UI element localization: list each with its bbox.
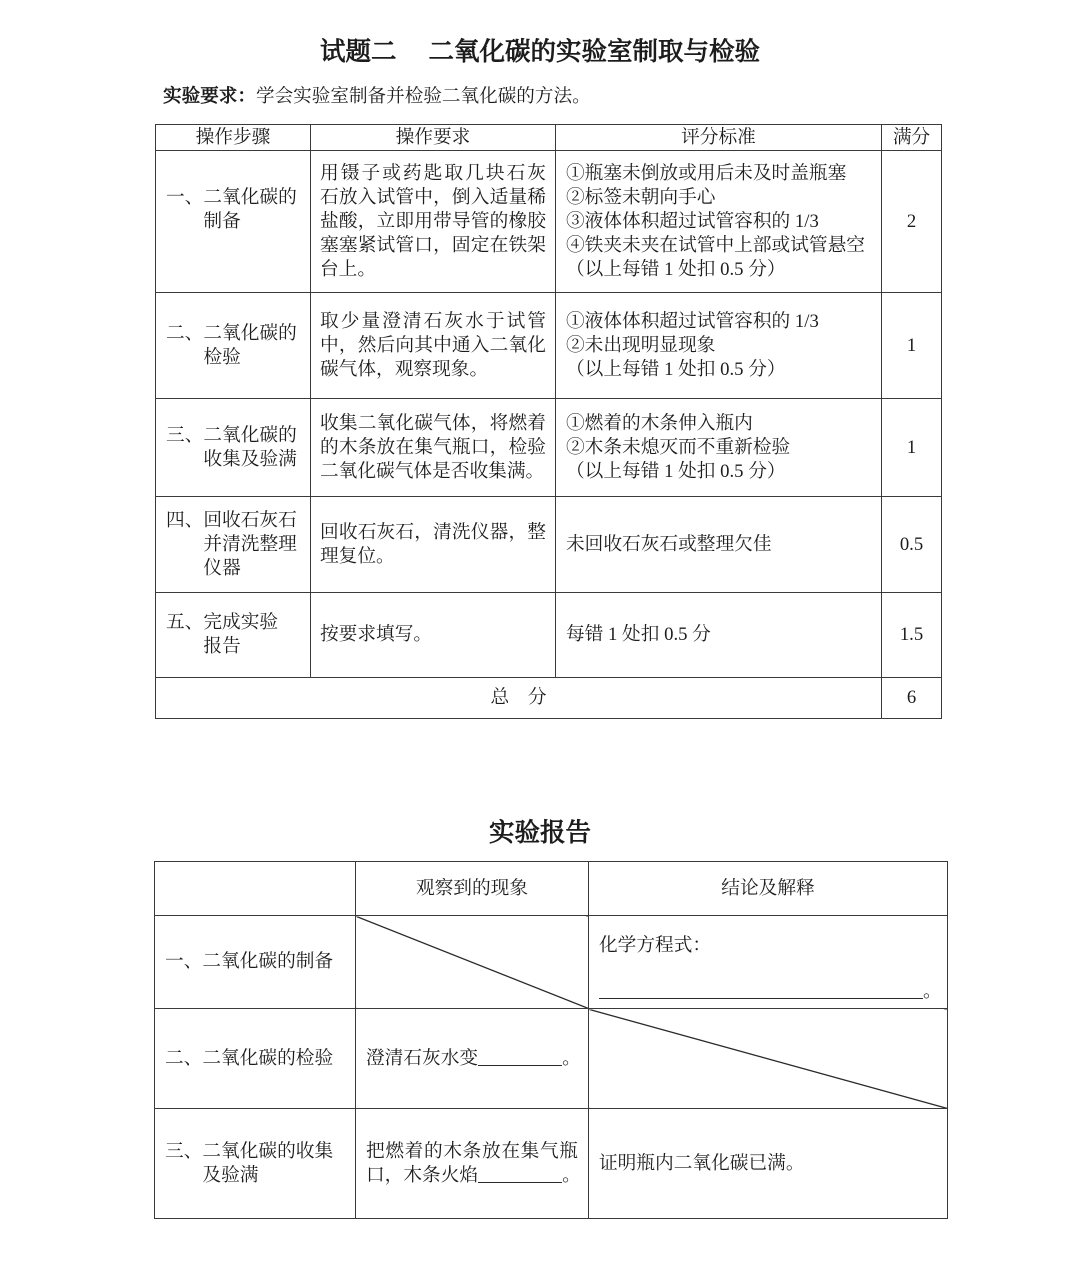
requirement-cell xyxy=(311,593,556,678)
step-line: 并清洗整理 xyxy=(203,533,297,555)
criteria-line: ②未出现明显现象 xyxy=(566,334,716,356)
exam-title xyxy=(0,34,1080,70)
scoring-header-row xyxy=(156,125,942,151)
exam-title-text: 二氧化碳的实验室制取与检验 xyxy=(428,37,761,66)
crossed-out-cell xyxy=(589,1009,948,1109)
step-line: 制备 xyxy=(203,210,241,232)
report-phenomenon-cell xyxy=(356,1009,589,1109)
report-step-cell xyxy=(155,1009,356,1109)
exam-title-number: 试题二 xyxy=(319,37,397,66)
report-step-line: 三、二氧化碳的收集 xyxy=(165,1140,334,1162)
answer-blank xyxy=(478,1049,562,1066)
requirement-line: 回收石灰石，清洗仪器，整 xyxy=(320,521,546,543)
header-conclusion: 结论及解释 xyxy=(589,862,948,916)
header-step: 操作步骤 xyxy=(156,125,311,151)
report-row xyxy=(155,1009,948,1109)
requirement-line: 二氧化碳气体是否收集满。 xyxy=(320,460,545,482)
report-conclusion-cell xyxy=(589,1109,948,1219)
step-cell xyxy=(156,399,311,497)
report-phenomenon-cell xyxy=(356,1109,589,1219)
scoring-row xyxy=(156,399,942,497)
report-row xyxy=(155,1109,948,1219)
criteria-line: （以上每错 1 处扣 0.5 分） xyxy=(566,460,786,482)
scoring-row xyxy=(156,593,942,678)
step-line: 收集及验满 xyxy=(203,448,297,470)
step-cell xyxy=(156,593,311,678)
equation-label: 化学方程式： xyxy=(599,934,712,956)
score-cell: 1 xyxy=(882,293,942,399)
criteria-line: ④铁夹未夹在试管中上部或试管悬空 xyxy=(566,234,865,256)
score-cell: 2 xyxy=(882,151,942,293)
requirement-cell xyxy=(311,399,556,497)
phenomenon-line: 把燃着的木条放在集气瓶 xyxy=(366,1140,578,1162)
scoring-row xyxy=(156,497,942,593)
criteria-line: ②标签未朝向手心 xyxy=(566,186,716,208)
criteria-cell xyxy=(556,593,882,678)
header-requirement: 操作要求 xyxy=(311,125,556,151)
criteria-line: ②木条未熄灭而不重新检验 xyxy=(566,436,791,458)
criteria-line: ①燃着的木条伸入瓶内 xyxy=(566,412,753,434)
requirement-line: 用镊子或药匙取几块石灰 xyxy=(320,162,546,184)
step-line: 仪器 xyxy=(203,557,241,579)
experiment-requirement xyxy=(163,85,591,109)
phenomenon-text: 口，木条火焰 xyxy=(366,1164,479,1186)
answer-end-mark: 。 xyxy=(923,980,942,1002)
phenomenon-text: 澄清石灰水变 xyxy=(366,1047,479,1069)
requirement-line: 按要求填写。 xyxy=(320,624,433,645)
criteria-cell xyxy=(556,399,882,497)
step-cell xyxy=(156,293,311,399)
requirement-line: 盐酸，立即用带导管的橡胶 xyxy=(320,210,546,232)
step-line: 四、回收石灰石 xyxy=(166,509,297,531)
report-step-cell xyxy=(155,916,356,1009)
step-line: 报告 xyxy=(203,636,241,657)
report-step-line: 二、二氧化碳的检验 xyxy=(165,1047,334,1069)
requirement-cell xyxy=(311,151,556,293)
report-header-row xyxy=(155,862,948,916)
total-row xyxy=(156,678,942,719)
report-title: 实验报告 xyxy=(488,818,591,847)
phenomenon-line xyxy=(366,1164,581,1188)
header-score: 满分 xyxy=(882,125,942,151)
step-line: 五、完成实验 xyxy=(166,612,279,633)
criteria-cell xyxy=(556,293,882,399)
criteria-line: 未回收石灰石或整理欠佳 xyxy=(566,533,772,555)
requirement-cell xyxy=(311,293,556,399)
crossed-out-cell xyxy=(356,916,589,1009)
report-step-cell xyxy=(155,1109,356,1219)
step-line: 二、二氧化碳的 xyxy=(166,322,297,344)
report-table xyxy=(154,861,948,1219)
requirement-line: 台上。 xyxy=(320,258,377,280)
header-phenomenon: 观察到的现象 xyxy=(356,862,589,916)
requirement-line: 碳气体，观察现象。 xyxy=(320,358,489,380)
requirement-line: 收集二氧化碳气体，将燃着 xyxy=(320,412,546,434)
step-cell xyxy=(156,497,311,593)
score-cell: 1 xyxy=(882,399,942,497)
requirement-line: 的木条放在集气瓶口，检验 xyxy=(320,436,546,458)
report-row xyxy=(155,916,948,1009)
requirement-label: 实验要求： xyxy=(163,86,256,107)
phenomenon-line xyxy=(366,1047,581,1071)
scoring-row xyxy=(156,293,942,399)
requirement-text: 学会实验室制备并检验二氧化碳的方法。 xyxy=(255,86,591,107)
step-line: 一、二氧化碳的 xyxy=(166,186,297,208)
criteria-line: （以上每错 1 处扣 0.5 分） xyxy=(566,358,786,380)
criteria-line: ①瓶塞未倒放或用后未及时盖瓶塞 xyxy=(566,162,847,184)
requirement-line: 塞塞紧试管口，固定在铁架 xyxy=(320,234,546,256)
criteria-line: 每错 1 处扣 0.5 分 xyxy=(566,624,711,645)
step-cell xyxy=(156,151,311,293)
scoring-table xyxy=(155,124,942,719)
header-criteria: 评分标准 xyxy=(556,125,882,151)
criteria-cell xyxy=(556,151,882,293)
step-line: 检验 xyxy=(203,346,241,368)
requirement-line: 理复位。 xyxy=(320,545,395,567)
report-header-corner xyxy=(155,862,356,916)
requirement-line: 石放入试管中，倒入适量稀 xyxy=(320,186,546,208)
score-cell: 0.5 xyxy=(882,497,942,593)
score-cell: 1.5 xyxy=(882,593,942,678)
total-label: 总 分 xyxy=(156,678,882,719)
answer-end-mark: 。 xyxy=(562,1047,581,1069)
requirement-line: 取少量澄清石灰水于试管 xyxy=(320,310,546,332)
criteria-line: （以上每错 1 处扣 0.5 分） xyxy=(566,258,786,280)
answer-blank xyxy=(599,982,923,999)
criteria-line: ①液体体积超过试管容积的 1/3 xyxy=(566,310,819,332)
criteria-cell xyxy=(556,497,882,593)
answer-blank xyxy=(478,1166,562,1183)
total-score: 6 xyxy=(882,678,942,719)
scoring-row xyxy=(156,151,942,293)
report-conclusion-cell xyxy=(589,916,948,1009)
criteria-line: ③液体体积超过试管容积的 1/3 xyxy=(566,210,819,232)
step-line: 三、二氧化碳的 xyxy=(166,424,297,446)
conclusion-text: 证明瓶内二氧化碳已满。 xyxy=(599,1152,805,1174)
report-step-line: 一、二氧化碳的制备 xyxy=(165,951,334,972)
report-step-line: 及验满 xyxy=(202,1164,259,1186)
equation-answer-line xyxy=(599,980,942,1004)
requirement-cell xyxy=(311,497,556,593)
requirement-line: 中，然后向其中通入二氧化 xyxy=(320,334,546,356)
answer-end-mark: 。 xyxy=(562,1164,581,1186)
